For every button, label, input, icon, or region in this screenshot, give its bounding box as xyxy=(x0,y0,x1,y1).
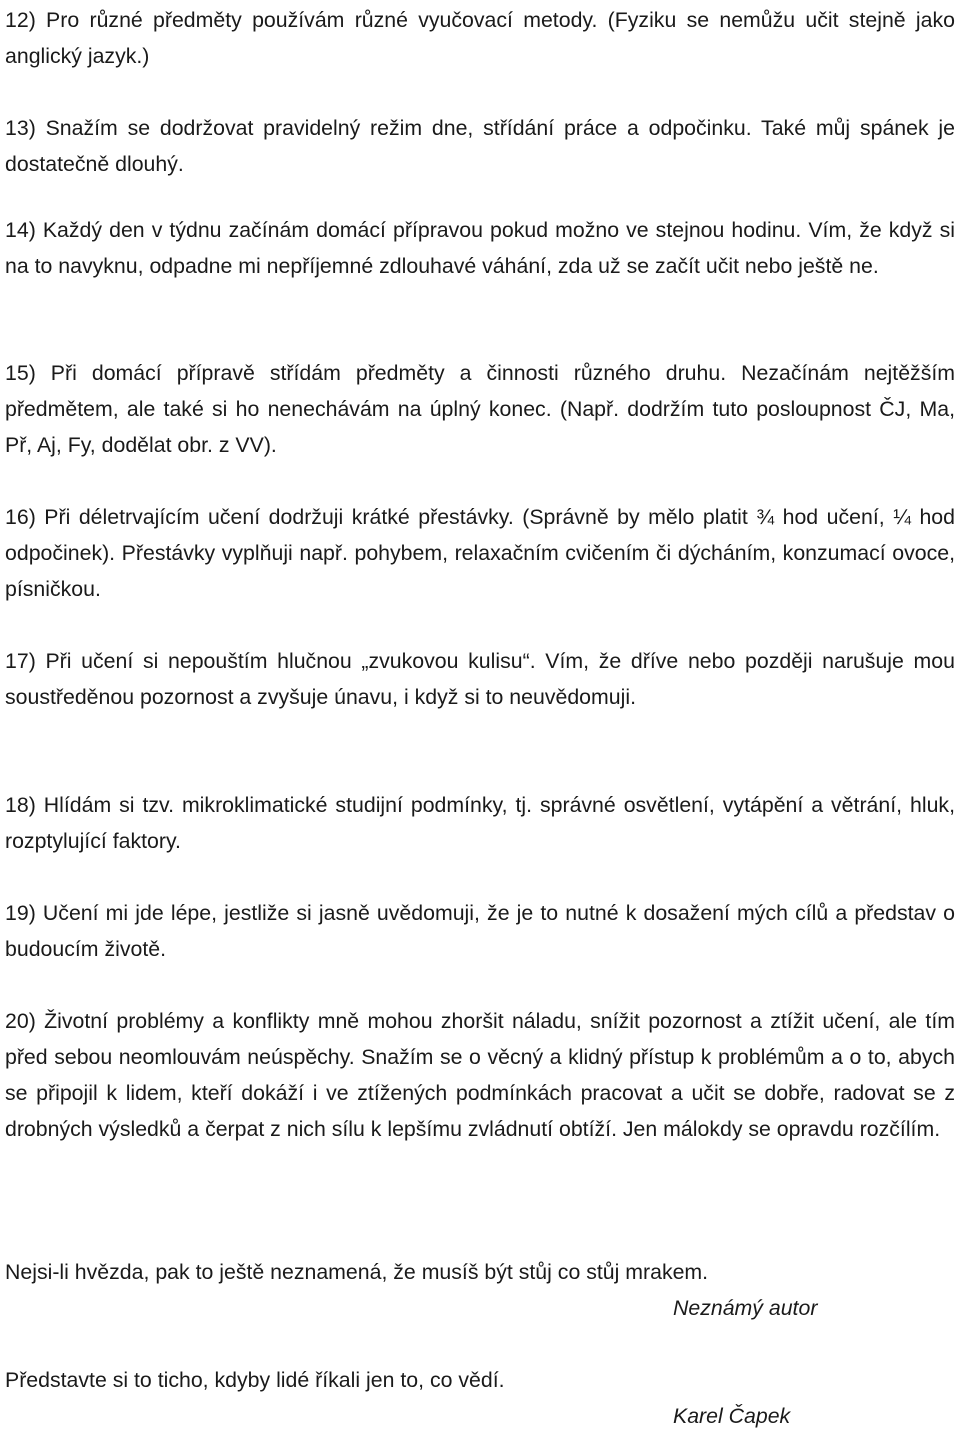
list-item: 15) Při domácí přípravě střídám předměty a činnosti různého druhu. Nezačínám nejtěžším předmětem, ale také si ho nenechávám na úplný konec. (Např. dodržím tuto posloupnost ČJ, Ma, Př, Aj, Fy, dodělat obr. z VV). xyxy=(5,361,955,457)
list-item: 13) Snažím se dodržovat pravidelný režim dne, střídání práce a odpočinku. Také můj spánek je dostatečně dlouhý. xyxy=(5,116,955,176)
quote-text: Nejsi-li hvězda, pak to ještě neznamená, že musíš být stůj co stůj mrakem. xyxy=(5,1260,709,1284)
list-item: 16) Při déletrvajícím učení dodržuji krátké přestávky. (Správně by mělo platit ¾ hod učení, ¼ hod odpočinek). Přestávky vyplňuji např. pohybem, relaxačním cvičením či dýcháním, konzumací ovoce, písničkou. xyxy=(5,505,955,601)
list-item: 17) Při učení si nepouštím hlučnou „zvukovou kulisu“. Vím, že dříve nebo později narušuje mou soustředěnou pozornost a zvyšuje únavu, i když si to neuvědomuji. xyxy=(5,649,955,709)
quote-author: Neznámý autor xyxy=(673,1296,818,1320)
list-item: 20) Životní problémy a konflikty mně mohou zhoršit náladu, snížit pozornost a ztížit učení, ale tím před sebou neomlouvám neúspěchy. Snažím se o věcný a klidný přístup k problémům a o to, abych se připojil k lidem, kteří dokáží i ve ztížených podmínkách pracovat a učit se dobře, radovat se z drobných výsledků a čerpat z nich sílu k lepšímu zvládnutí obtíží. Jen málokdy se opravdu rozčílím. xyxy=(5,1009,955,1141)
list-item: 12) Pro různé předměty používám různé vyučovací metody. (Fyziku se nemůžu učit stejně jako anglický jazyk.) xyxy=(5,8,955,68)
quote-author: Karel Čapek xyxy=(673,1404,791,1428)
list-item: 14) Každý den v týdnu začínám domácí přípravou pokud možno ve stejnou hodinu. Vím, že když si na to navyknu, odpadne mi nepříjemné zdlouhavé váhání, zda už se začít učit nebo ještě ne. xyxy=(5,218,955,278)
list-item: 18) Hlídám si tzv. mikroklimatické studijní podmínky, tj. správné osvětlení, vytápění a větrání, hluk, rozptylující faktory. xyxy=(5,793,955,853)
quote-text: Představte si to ticho, kdyby lidé říkali jen to, co vědí. xyxy=(5,1368,505,1392)
document-page xyxy=(5,0,955,1432)
list-item: 19) Učení mi jde lépe, jestliže si jasně uvědomuji, že je to nutné k dosažení mých cílů a představ o budoucím životě. xyxy=(5,901,955,961)
